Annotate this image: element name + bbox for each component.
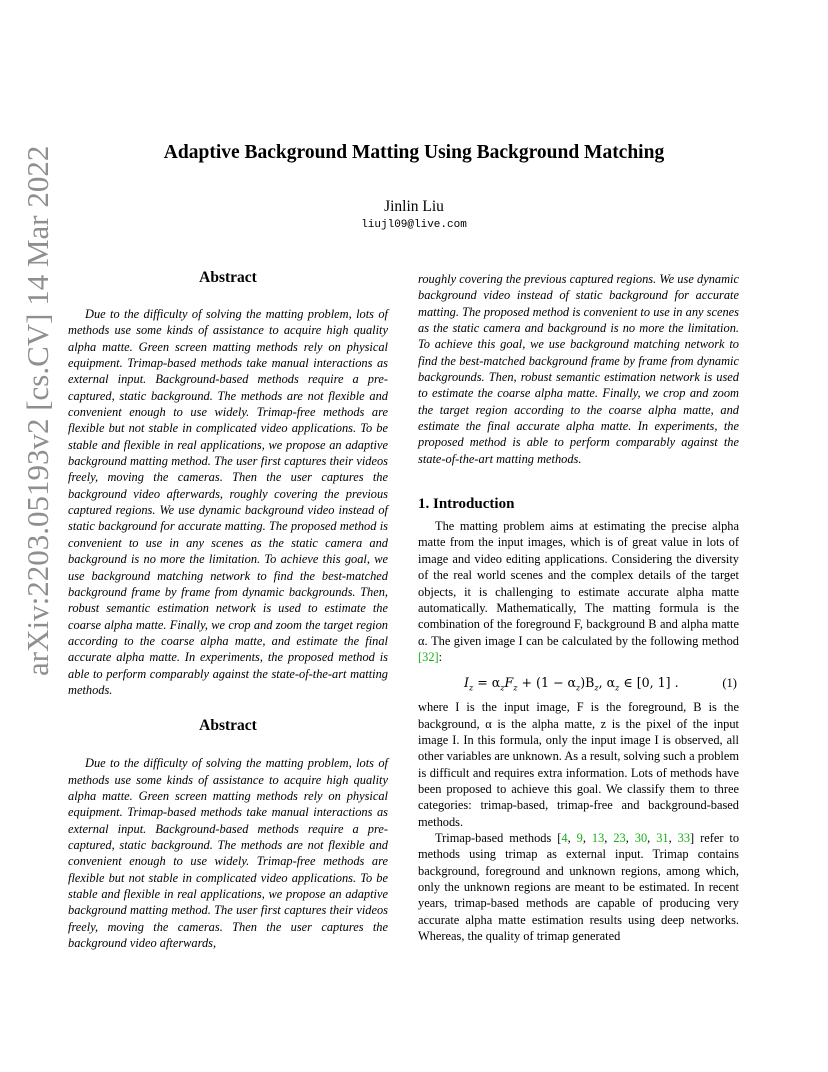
- intro-paragraph-1: The matting problem aims at estimating the precise alpha matte from the input images, which is of great value in lots of image and video editing applications. Considering the diversity of the real world scenes and the complex details of the target objects, it is challenging to estimate accurate alpha matte automatically. Mathematically, The matting formula is the combination of the foreground F, background B and alpha matte α. The given image I can be calculated by the following method [32]:: [418, 519, 739, 664]
- citation-link[interactable]: 23: [613, 830, 626, 845]
- right-column: [418, 271, 739, 944]
- abstract-text: Due to the difficulty of solving the matting problem, lots of methods use some kinds of assistance to acquire high quality alpha matte. Green screen matting methods rely on physical equipment. Trimap-based methods take manual interactions as external input. Background-based methods require a pre-captured, static background. The methods are not flexible and convenient enough to use widely. Trimap-free methods are flexible but not stable in complicated video applications. To be stable and flexible in real applications, we propose an adaptive background matting method. The user first captures their videos freely, moving the cameras. Then the user captures the background video afterwards, roughly covering the previous captured regions. We use dynamic background video instead of static background for accurate matting. The proposed method is convenient to use in any scenes as the static camera and background is no more the limitation. To achieve this goal, we use background matching network to find the best-matched background frame by frame from dynamic backgrounds. Then, robust semantic estimation network is used to estimate the coarse alpha matte. Finally, we crop and zoom the target region according to the coarse alpha matte, and estimate the final accurate alpha matte. In experiments, the proposed method is able to perform comparably against the state-of-the-art matting methods.: [68, 307, 388, 697]
- abstract-continuation: roughly covering the previous captured regions. We use dynamic background video instead of static background for accurate matting. The proposed method is convenient to use in any scenes as the static camera and background is no more the limitation. To achieve this goal, we use background matching network to find the best-matched background frame by frame from dynamic backgrounds. Then, robust semantic estimation network is used to estimate the coarse alpha matte. Finally, we crop and zoom the target region according to the coarse alpha matte, and estimate the final accurate alpha matte. In experiments, the proposed method is able to perform comparably against the state-of-the-art matting methods.: [418, 272, 739, 466]
- introduction-heading: 1. Introduction: [418, 496, 515, 513]
- intro-paragraph-2: where I is the input image, F is the foreground, B is the background, α is the alpha matte, z is the pixel of the input image I. In this formula, only the input image I is observed, all other variables are unknown. As a result, solving such a problem is difficult and requires extra information. Lots of methods have been proposed to achieve this goal. We classify them to three categories: trimap-based, trimap-free and background-based methods.: [418, 700, 739, 829]
- abstract-heading: Abstract: [199, 269, 257, 286]
- author-email: liujl09@live.com: [361, 219, 467, 231]
- intro-paragraph-1-text: The matting problem aims at estimating the precise alpha matte from the input images, which is of great value in lots of image and video editing applications. Considering the diversity of the real world scenes and the complex details of the target objects, it is challenging to estimate accurate alpha matte automatically. Mathematically, The matting formula is the combination of the foreground F, background B and alpha matte α. The given image I can be calculated by the following method: [418, 519, 739, 648]
- intro-paragraph-3: Trimap-based methods [4, 9, 13, 23, 30, 31, 33] refer to methods using trimap as external input. Trimap contains background, foreground and unknown regions, among which, only the unknown regions are meant to be estimated. In recent years, trimap-based methods are capable of producing very accurate alpha matte estimation results using deep networks. Whereas, the quality of trimap generated: [418, 830, 740, 944]
- equation-1: [418, 672, 739, 694]
- abstract-heading-repeat: Abstract: [199, 717, 257, 735]
- citation-link[interactable]: 9: [576, 830, 583, 845]
- citation-link[interactable]: 33: [677, 830, 691, 845]
- equation-number: (1): [722, 676, 737, 691]
- citation-link[interactable]: [32]: [418, 649, 439, 664]
- citation-link[interactable]: 30: [634, 830, 648, 845]
- left-column: [68, 268, 388, 951]
- citation-link[interactable]: 31: [656, 830, 669, 845]
- citation-link[interactable]: 4: [561, 830, 568, 845]
- paper-title: Adaptive Background Matting Using Background Matching: [163, 142, 665, 163]
- citation-link[interactable]: 13: [591, 830, 605, 845]
- author-name: Jinlin Liu: [384, 198, 444, 215]
- arxiv-identifier: arXiv:2203.05193v2 [cs.CV] 14 Mar 2022: [20, 145, 55, 676]
- abstract-text-repeat: Due to the difficulty of solving the matting problem, lots of methods use some kinds of assistance to acquire high quality alpha matte. Green screen matting methods rely on physical equipment. Trimap-based methods take manual interactions as external input. Background-based methods require a pre-captured, static background. The methods are not flexible and convenient enough to use widely. Trimap-free methods are flexible but not stable in complicated video applications. To be stable and flexible in real applications, we propose an adaptive background matting method. The user first captures their videos freely, moving the cameras. Then the user captures the background video afterwards,: [68, 756, 388, 951]
- equation-body: $I_z = \alpha_zF_z + (1 - \alpha_z)B_z$, $\alpha_z$ ∈ [0, 1] .: [464, 675, 679, 693]
